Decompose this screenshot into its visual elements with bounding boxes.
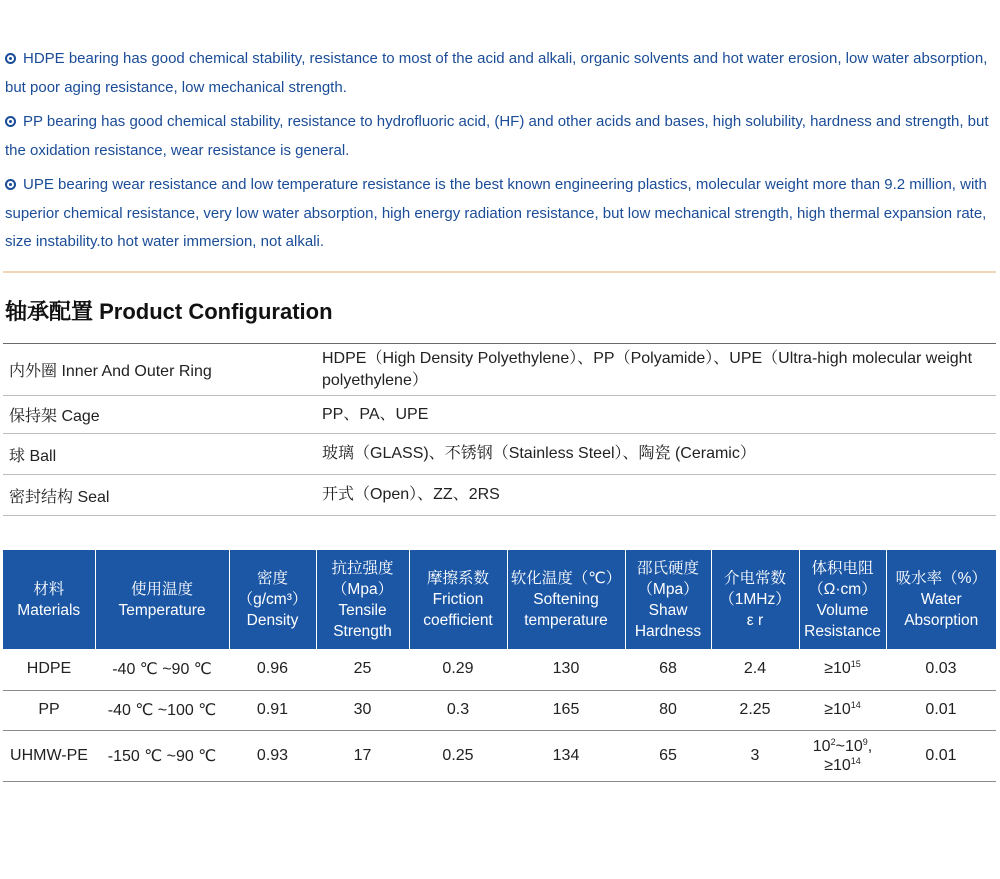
table-row bbox=[3, 649, 996, 690]
cell-tensile: 25 bbox=[353, 660, 372, 678]
config-label: 内外圈 Inner And Outer Ring bbox=[9, 363, 212, 380]
cell-hardness: 65 bbox=[659, 746, 677, 764]
cell-absorption: 0.01 bbox=[925, 746, 957, 764]
intro-text: PP bearing has good chemical stability, resistance to hydrofluoric acid, (HF) and other acids and bases, high solubility, hardness and strength, but the oxidation resistance, wear resistance is general. bbox=[5, 113, 989, 159]
cell-material: UHMW-PE bbox=[10, 746, 88, 764]
config-row bbox=[3, 396, 996, 434]
cell-hardness: 80 bbox=[659, 701, 677, 718]
cell-dielectric: 3 bbox=[750, 746, 760, 764]
header-volume-resistance: 体积电阻 （Ω·cm） Volume Resistance bbox=[799, 550, 886, 649]
material-properties-table bbox=[3, 550, 996, 782]
cell-temperature: -40 ℃ ~90 ℃ bbox=[112, 661, 212, 679]
table-header-row bbox=[3, 550, 996, 649]
circle-bullet-icon bbox=[5, 53, 16, 64]
section-divider bbox=[3, 271, 996, 273]
circle-bullet-icon bbox=[5, 116, 16, 127]
cell-material: HDPE bbox=[26, 660, 72, 678]
header-softening-temperature: 软化温度（℃） Softening temperature bbox=[507, 550, 625, 649]
cell-tensile: 17 bbox=[353, 746, 372, 764]
cell-tensile: 30 bbox=[353, 701, 372, 718]
cell-friction: 0.3 bbox=[446, 701, 470, 718]
intro-text: HDPE bearing has good chemical stability, resistance to most of the acid and alkali, organic solvents and hot water erosion, low water absorption, but poor aging resistance, low mechanical strength. bbox=[5, 50, 988, 96]
cell-material: PP bbox=[38, 701, 60, 718]
header-tensile-strength: 抗拉强度 （Mpa） Tensile Strength bbox=[316, 550, 409, 649]
cell-resistance: $\ge 10^{15}$ bbox=[824, 659, 861, 678]
config-value: HDPE（High Density Polyethylene）、PP（Polyamide）、UPE（Ultra-high molecular weight polyethylene） bbox=[322, 349, 973, 389]
configuration-table bbox=[3, 343, 996, 516]
config-value: PP、PA、UPE bbox=[322, 405, 429, 423]
config-label: 密封结构 Seal bbox=[9, 488, 110, 506]
intro-paragraph-pp bbox=[5, 108, 995, 165]
intro-paragraph-hdpe bbox=[5, 45, 995, 102]
cell-absorption: 0.03 bbox=[925, 660, 957, 678]
config-label: 球 Ball bbox=[9, 447, 57, 465]
cell-friction: 0.29 bbox=[442, 660, 474, 678]
config-row bbox=[3, 344, 996, 396]
table-row bbox=[3, 730, 996, 781]
cell-density: 0.93 bbox=[256, 746, 289, 764]
section-title: 轴承配置 Product Configuration bbox=[5, 299, 333, 324]
cell-softening: 165 bbox=[552, 701, 580, 718]
cell-resistance: $10^2\sim 10^9$, $\ge 10^{14}$ bbox=[812, 736, 873, 774]
cell-hardness: 68 bbox=[659, 660, 677, 678]
circle-bullet-icon bbox=[5, 179, 16, 190]
config-value: 玻璃（GLASS)、不锈钢（Stainless Steel）、陶瓷 (Ceramic） bbox=[322, 445, 756, 462]
cell-dielectric: 2.4 bbox=[743, 660, 767, 678]
cell-density: 0.96 bbox=[256, 660, 289, 678]
header-shaw-hardness: 邵氏硬度 （Mpa） Shaw Hardness bbox=[625, 550, 711, 649]
cell-friction: 0.25 bbox=[442, 746, 474, 764]
cell-density: 0.91 bbox=[256, 701, 289, 718]
cell-temperature: -150 ℃ ~90 ℃ bbox=[107, 747, 217, 765]
cell-temperature: -40 ℃ ~100 ℃ bbox=[107, 702, 217, 719]
intro-paragraph-upe bbox=[5, 171, 995, 257]
header-temperature: 使用温度 Temperature bbox=[95, 550, 229, 649]
config-value: 开式（Open）、ZZ、2RS bbox=[322, 486, 500, 503]
config-row bbox=[3, 434, 996, 475]
config-label: 保持架 Cage bbox=[9, 408, 100, 425]
intro-text: UPE bearing wear resistance and low temperature resistance is the best known engineering plastics, molecular weight more than 9.2 million, with superior chemical resistance, very low water absorption, high energy radiation resistance, but low mechanical strength, high thermal expansion rate, size instability.to hot water immersion, not alkali. bbox=[5, 176, 987, 250]
cell-softening: 134 bbox=[552, 746, 580, 764]
header-density: 密度 （g/cm³） Density bbox=[229, 550, 316, 649]
intro-section bbox=[5, 45, 995, 263]
config-row bbox=[3, 475, 996, 516]
cell-resistance: $\ge 10^{14}$ bbox=[824, 700, 861, 718]
header-dielectric-constant: 介电常数 （1MHz） ε r bbox=[711, 550, 799, 649]
header-materials: 材料 Materials bbox=[3, 550, 95, 649]
table-row bbox=[3, 690, 996, 730]
cell-softening: 130 bbox=[552, 660, 580, 678]
cell-dielectric: 2.25 bbox=[739, 701, 771, 718]
header-friction-coefficient: 摩擦系数 Friction coefficient bbox=[409, 550, 507, 649]
header-water-absorption: 吸水率（%） Water Absorption bbox=[886, 550, 996, 649]
cell-absorption: 0.01 bbox=[925, 701, 957, 718]
